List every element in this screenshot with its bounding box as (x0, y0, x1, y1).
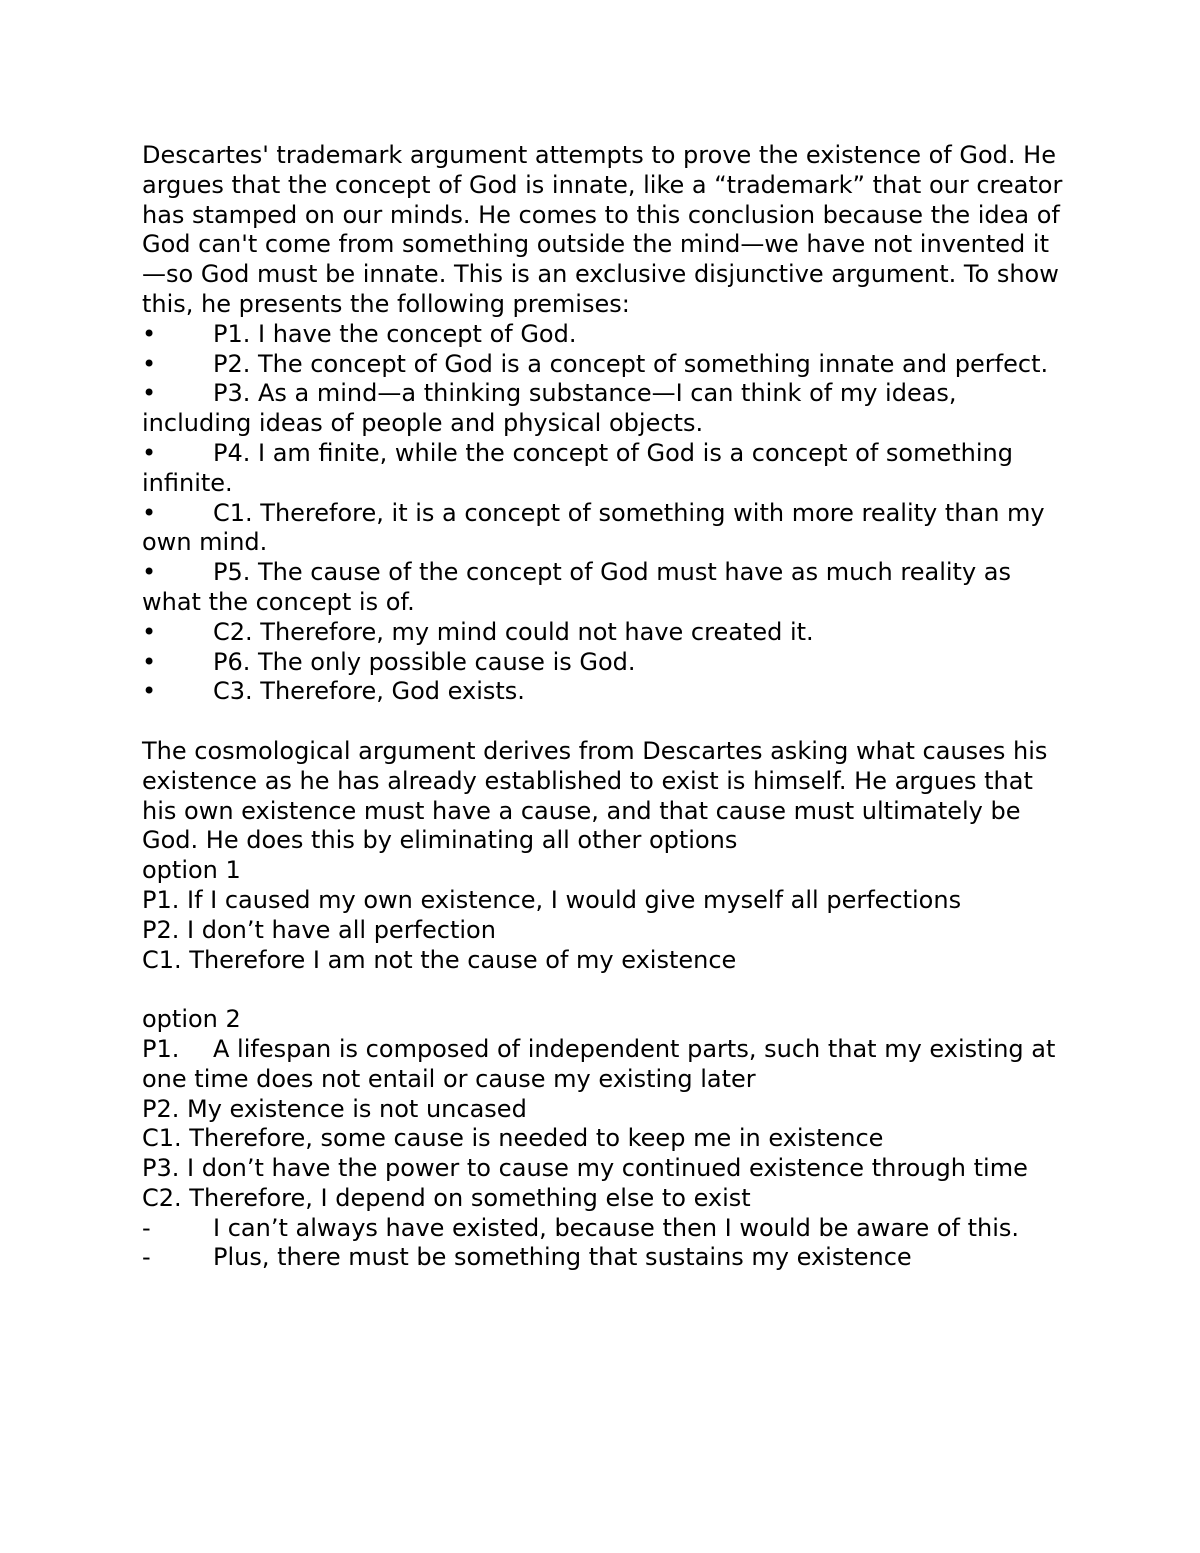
cosmological-intro-paragraph: The cosmological argument derives from Descartes asking what causes his existence as he has already established to exist is himself. He argues that his own existence must have a cause, and that cause must ultimately be God. He does this by eliminating all other options (142, 736, 1048, 855)
trademark-premise-list (142, 320, 1072, 707)
document-page (142, 141, 1072, 1273)
option-1-block (142, 856, 1072, 975)
list-item-text: P2. The concept of God is a concept of something innate and perfect. (213, 349, 1049, 378)
option-2-line: C1. Therefore, some cause is needed to keep me in existence (142, 1124, 884, 1153)
list-item (142, 648, 1072, 678)
option-2-block (142, 1005, 1072, 1273)
p1-label: P1. (142, 1034, 180, 1063)
list-item (142, 1243, 1072, 1273)
list-item (142, 320, 1072, 350)
bullet-marker: • (142, 677, 157, 706)
option-2-line: C2. Therefore, I depend on something else to exist (142, 1183, 751, 1212)
blank-line (142, 707, 1072, 737)
dash-marker: - (142, 1243, 151, 1272)
bullet-marker: • (142, 379, 157, 408)
list-item-text: C1. Therefore, it is a concept of something with more reality than my own mind. (142, 498, 1045, 557)
option-1-line: P1. If I caused my own existence, I would give myself all perfections (142, 885, 962, 914)
list-item (142, 350, 1072, 380)
p1-text: A lifespan is composed of independent parts, such that my existing at one time does not entail or cause my existing later (142, 1034, 1056, 1093)
list-item (142, 558, 1072, 618)
bullet-marker: • (142, 558, 157, 587)
bullet-marker: • (142, 498, 157, 527)
blank-line (142, 975, 1072, 1005)
list-item-text: Plus, there must be something that sustains my existence (213, 1243, 912, 1272)
trademark-intro-paragraph: Descartes' trademark argument attempts to prove the existence of God. He argues that the concept of God is innate, like a “trademark” that our creator has stamped on our minds. He comes to this conclusion because the idea of God can't come from something outside the mind—we have not invented it—so God must be innate. This is an exclusive disjunctive argument. To show this, he presents the following premises: (142, 141, 1063, 318)
dash-marker: - (142, 1213, 151, 1242)
option-2-line: P2. My existence is not uncased (142, 1094, 527, 1123)
list-item-text: P1. I have the concept of God. (213, 319, 577, 348)
list-item-text: P3. As a mind—a thinking substance—I can think of my ideas, including ideas of people and physical objects. (142, 379, 957, 438)
list-item-text: C2. Therefore, my mind could not have created it. (213, 617, 814, 646)
bullet-marker: • (142, 319, 157, 348)
list-item-text: P5. The cause of the concept of God must have as much reality as what the concept is of. (142, 558, 1011, 616)
list-item-text: I can’t always have existed, because then I would be aware of this. (213, 1213, 1020, 1242)
list-item (142, 618, 1072, 648)
list-item (142, 379, 1072, 439)
bullet-marker: • (142, 438, 157, 467)
list-item-text: P6. The only possible cause is God. (213, 647, 636, 676)
list-item (142, 677, 1072, 707)
bullet-marker: • (142, 647, 157, 676)
bullet-marker: • (142, 617, 157, 646)
option-1-heading: option 1 (142, 856, 241, 885)
option-2-line: P3. I don’t have the power to cause my continued existence through time (142, 1154, 1028, 1183)
list-item (142, 1214, 1072, 1244)
list-item-text: P4. I am finite, while the concept of God is a concept of something infinite. (142, 438, 1013, 497)
bullet-marker: • (142, 349, 157, 378)
option-1-line: C1. Therefore I am not the cause of my existence (142, 945, 737, 974)
list-item (142, 439, 1072, 499)
option-1-line: P2. I don’t have all perfection (142, 915, 496, 944)
list-item (142, 499, 1072, 559)
list-item-text: C3. Therefore, God exists. (213, 677, 525, 706)
option-2-p1 (142, 1035, 1072, 1095)
option-2-heading: option 2 (142, 1005, 241, 1034)
